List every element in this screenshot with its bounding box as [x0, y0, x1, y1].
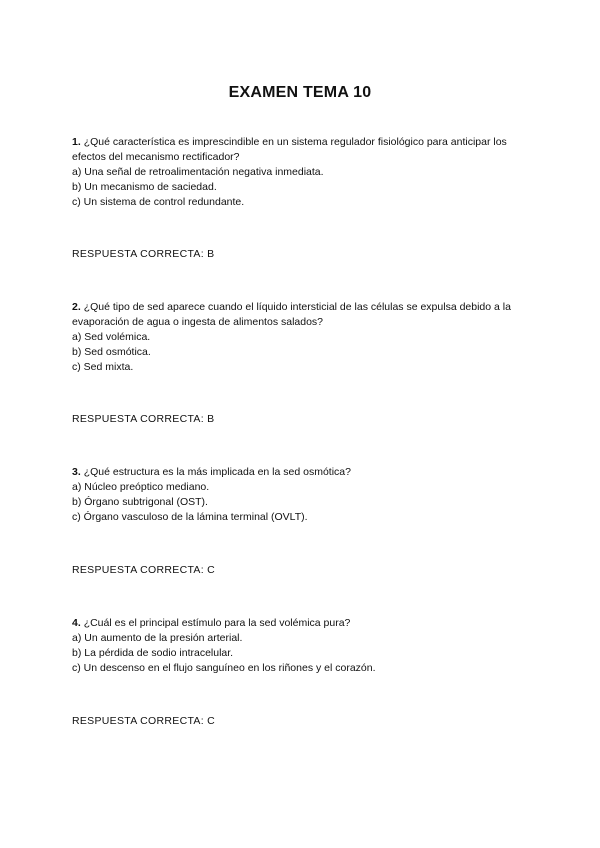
option-c: c) Órgano vasculoso de la lámina terminal (OVLT).: [72, 511, 308, 523]
question-prompt: ¿Qué característica es imprescindible en un sistema regulador fisiológico para anticipar los efectos del mecanismo rectificador?: [72, 136, 507, 163]
option-a: a) Sed volémica.: [72, 331, 151, 343]
question-2: [72, 300, 542, 375]
question-prompt: ¿Qué tipo de sed aparece cuando el líquido intersticial de las células se expulsa debido a la evaporación de agua o ingesta de alimentos salados?: [72, 301, 511, 328]
option-b: b) Un mecanismo de saciedad.: [72, 181, 217, 193]
option-a: a) Un aumento de la presión arterial.: [72, 632, 243, 644]
question-prompt: ¿Cuál es el principal estímulo para la sed volémica pura?: [83, 617, 351, 629]
question-text: [72, 135, 542, 165]
question-number: 2.: [72, 301, 81, 313]
question-1: [72, 135, 542, 210]
question-text: [72, 300, 542, 330]
option-a: a) Una señal de retroalimentación negativa inmediata.: [72, 166, 324, 178]
question-text: [72, 465, 542, 480]
option-a: a) Núcleo preóptico mediano.: [72, 481, 210, 493]
correct-answer-1: RESPUESTA CORRECTA: B: [72, 248, 215, 260]
option-b: b) Sed osmótica.: [72, 346, 151, 358]
question-3: [72, 465, 542, 525]
correct-answer-3: RESPUESTA CORRECTA: C: [72, 564, 216, 576]
question-number: 4.: [72, 617, 81, 629]
question-text: [72, 616, 542, 631]
question-number: 1.: [72, 136, 81, 148]
correct-answer-2: RESPUESTA CORRECTA: B: [72, 413, 215, 425]
option-b: b) Órgano subtrigonal (OST).: [72, 496, 208, 508]
question-prompt: ¿Qué estructura es la más implicada en la sed osmótica?: [83, 466, 351, 478]
option-c: c) Un descenso en el flujo sanguíneo en los riñones y el corazón.: [72, 662, 376, 674]
question-number: 3.: [72, 466, 81, 478]
option-b: b) La pérdida de sodio intracelular.: [72, 647, 234, 659]
page-title: EXAMEN TEMA 10: [228, 84, 372, 101]
question-4: [72, 616, 542, 676]
correct-answer-4: RESPUESTA CORRECTA: C: [72, 715, 216, 727]
option-c: c) Un sistema de control redundante.: [72, 196, 245, 208]
option-c: c) Sed mixta.: [72, 361, 134, 373]
